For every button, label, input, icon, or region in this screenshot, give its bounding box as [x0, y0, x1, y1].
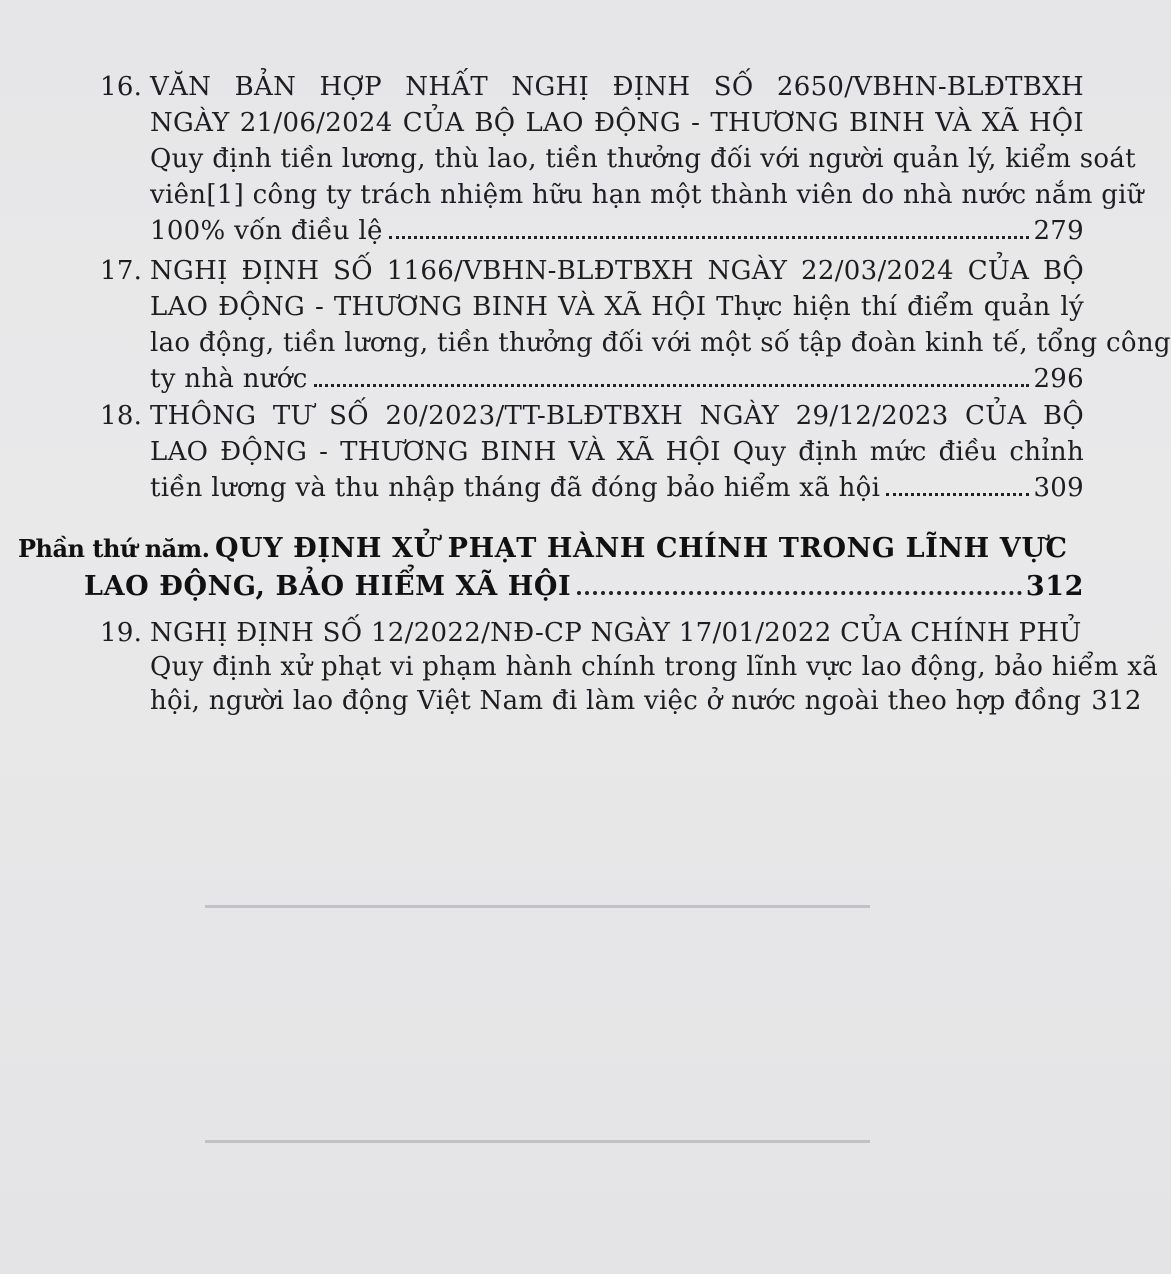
entry-title-line: viên[1] công ty trách nhiệm hữu hạn một thành viên do nhà nước nắm giữ — [150, 180, 1144, 210]
entry-title-line: Quy định tiền lương, thù lao, tiền thưởng đối với người quản lý, kiểm soát — [150, 144, 1136, 174]
entry-title-line: VĂN BẢN HỢP NHẤT NGHỊ ĐỊNH SỐ 2650/VBHN-BLĐTBXH — [150, 72, 1084, 102]
entry-title-line: 100% vốn điều lệ — [150, 216, 383, 246]
dot-leader — [577, 591, 1022, 595]
toc-part-heading[interactable] — [18, 532, 1084, 608]
page-number: 296 — [1033, 364, 1084, 394]
toc-entry-18[interactable] — [100, 401, 1084, 501]
part-title-line: QUY ĐỊNH XỬ PHẠT HÀNH CHÍNH TRONG LĨNH VỰC — [215, 533, 1068, 564]
page-number: 279 — [1033, 216, 1084, 246]
dot-leader — [314, 384, 1030, 387]
entry-title-line: THÔNG TƯ SỐ 20/2023/TT-BLĐTBXH NGÀY 29/12/2023 CỦA BỘ — [150, 401, 1084, 431]
entry-title-line: NGHỊ ĐỊNH SỐ 1166/VBHN-BLĐTBXH NGÀY 22/03/2024 CỦA BỘ — [150, 256, 1084, 286]
entry-number: 18. — [100, 401, 143, 431]
entry-title-line: lao động, tiền lương, tiền thưởng đối với một số tập đoàn kinh tế, tổng công — [150, 328, 1171, 358]
entry-number: 16. — [100, 72, 143, 102]
entry-number: 19. — [100, 618, 143, 648]
toc-entry-16[interactable] — [100, 72, 1144, 246]
entry-title-line: hội, người lao động Việt Nam đi làm việc ở nước ngoài theo hợp đồng — [150, 686, 1082, 716]
toc-entry-17[interactable] — [100, 256, 1171, 394]
part-label: Phần thứ năm. — [18, 534, 210, 563]
page-number: 309 — [1033, 473, 1084, 503]
page-number: 312 — [1025, 571, 1084, 602]
entry-number: 17. — [100, 256, 143, 286]
dot-leader — [389, 236, 1030, 239]
entry-title-line: LAO ĐỘNG - THƯƠNG BINH VÀ XÃ HỘI Quy định mức điều chỉnh — [150, 437, 1084, 467]
page-number: 312 — [1091, 686, 1142, 716]
entry-title-line: Quy định xử phạt vi phạm hành chính trong lĩnh vực lao động, bảo hiểm xã — [150, 652, 1159, 682]
entry-title-line: ty nhà nước — [150, 364, 308, 394]
entry-title-line: NGHỊ ĐỊNH SỐ 12/2022/NĐ-CP NGÀY 17/01/2022 CỦA CHÍNH PHỦ — [150, 618, 1082, 648]
part-title-line: LAO ĐỘNG, BẢO HIỂM XÃ HỘI — [84, 571, 572, 602]
entry-title-line: NGÀY 21/06/2024 CỦA BỘ LAO ĐỘNG - THƯƠNG BINH VÀ XÃ HỘI — [150, 108, 1084, 138]
dot-leader — [886, 493, 1029, 496]
toc-entry-19[interactable] — [100, 618, 1159, 718]
entry-title-line: LAO ĐỘNG - THƯƠNG BINH VÀ XÃ HỘI Thực hiện thí điểm quản lý — [150, 292, 1084, 322]
entry-title-line: tiền lương và thu nhập tháng đã đóng bảo hiểm xã hội — [150, 473, 881, 503]
